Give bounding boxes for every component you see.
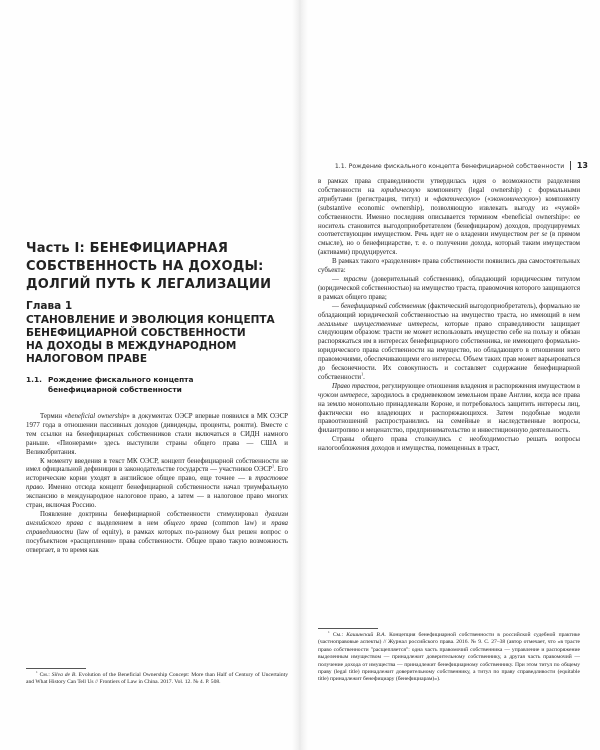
section-title	[26, 375, 288, 395]
footnote-ref[interactable]: 1	[271, 464, 275, 470]
footnote: $^1$ См.: Кашинский В.А. Концепция бенефициарной собственности в российской судебной практике (частноправовые аспекты) // Журнал российского права. 2016. № 9. С. 27–38 (автор отмечает, что «в трасте право собственности "расщепляется": одна часть правомочий собственника — управление и распоряжение выделенным имуществом — принадлежит доверительному собственнику, а другая часть правомочий — получение дохода от имущества — принадлежит бенефициарному собственнику. При этом титул по общему праву (legal title) принадлежит доверительному собственнику, а титул по праву справедливости (equitable title) принадлежит бенефициару (бенефициарам)»).	[318, 630, 580, 683]
running-head	[326, 161, 588, 171]
running-head-divider	[570, 161, 571, 170]
section-title-line: бенефициарной собственности	[48, 385, 182, 394]
paragraph: Появление доктрины бенефициарной собственности стимулировал дуализм английского права с выделением в нем общего права (common law) и права справедливости (law of equity), в рамках которых по-разному был решен вопрос о посубъектном «расщеплении» права собственности. Общее право такую возможность отвергает, в то время как	[26, 510, 288, 554]
paragraph: Страны общего права столкнулись с необходимостью решать вопросы налогообложения доходов и имущества, помещенных в траст,	[318, 436, 580, 453]
footnote-rule	[318, 628, 378, 629]
list-item: — бенефициарный собственник (фактический выгодоприобретатель), формально не обладающий юридической собственностью на имущество траста, но имеющий в нем легальные имущественные интересы, которые право справедливости защищает следующим образом: трасти не может использовать имущество себе на пользу и обязан распоряжаться им в интересах бенефициарного собственника, не имеющего формально-юридического права собственности на имущество, но обладающего в отношении него правомочиями, обеспечивающими его интересы. Объем таких прав может варьироваться до бесконечности. Их совокупность и составляет содержание бенефициарной собственности$^1$.	[318, 302, 580, 381]
chapter-title	[26, 314, 288, 366]
right-body-text	[318, 178, 580, 454]
footnote: $^1$ См.: Silva de B. Evolution of the Beneficial Ownership Concept: More than Half of Century of Uncertainty and What History Can Tell Us // Frontiers of Law in China. 2017. Vol. 12. № 4. P. 508.	[26, 670, 288, 686]
footnote-rule	[26, 668, 86, 669]
chapter-title-line: СТАНОВЛЕНИЕ И ЭВОЛЮЦИЯ КОНЦЕПТА	[26, 314, 275, 326]
list-item: — трасти (доверительный собственник), обладающий юридическим титулом (юридической собственностью) на имущество траста, правомочия которого защищаются в рамках общего права;	[318, 275, 580, 301]
part-title-line: Часть I: БЕНЕФИЦИАРНАЯ	[26, 241, 229, 256]
paragraph: в рамках права справедливости утвердилась идея о возможности разделения собственности на юридическую компоненту (legal ownership) с формальными атрибутами (регистрация, титул) и «фактическую» («экономическую») компоненту (substantive economic ownership), позволяющую извлекать выгоду из «чужой» собственности. Именно последняя описывается термином «beneficial ownership»: ее носитель становится выгодоприобретателем (бенефициаром) доходов, продуцируемых соответствующим имуществом. Речь идет не о владении имуществом per se (в прямом смысле), но о бенефициарстве, т. е. о получении дохода, который таким имуществом (активами) продуцируется.	[318, 178, 581, 257]
part-title-line: ДОЛГИЙ ПУТЬ К ЛЕГАЛИЗАЦИИ	[26, 277, 272, 292]
chapter-title-line: НА ДОХОДЫ В МЕЖДУНАРОДНОМ	[26, 340, 237, 352]
page-number: 13	[576, 161, 588, 170]
paragraph: В рамках такого «разделения» права собственности появились два самостоятельных субъекта:	[318, 258, 581, 275]
footnote-ref[interactable]: 1	[361, 371, 364, 377]
footnote-number: 1	[328, 630, 330, 635]
left-body-text	[26, 413, 288, 556]
footnote-number: 1	[36, 670, 38, 675]
paragraph: Термин «beneficial ownership» в документах ОЭСР впервые появился в МК ОЭСР 1977 года в отношении пассивных доходов (дивиденды, проценты, роялти). Вместе с тем ссылки на бенефициарных собственников стали включаться в СИДН намного раньше. «Пионерами» здесь выступили страны общего права — США и Великобритания.	[26, 413, 288, 456]
footnote-author: Кашинский В.А.	[346, 632, 386, 638]
running-head-title: 1.1. Рождение фискального концепта бенефициарной собственности	[334, 163, 565, 170]
chapter-number: Глава 1	[26, 300, 73, 312]
chapter-title-line: БЕНЕФИЦИАРНОЙ СОБСТВЕННОСТИ	[26, 327, 246, 339]
part-title	[26, 240, 288, 294]
section-number: 1.1.	[26, 375, 42, 384]
section-title-line: Рождение фискального концепта	[48, 375, 194, 384]
paragraph: Право трастов, регулирующее отношения владения и распоряжения имуществом в чужом интересе, зародилось в средневековом земельном праве Англии, когда все права на землю монопольно принадлежали Короне, и потребовалось защитить интересы лиц, фактически ею владеющих и распоряжающихся. Затем подобные модели правоотношений распространились на семейные и наследственные вопросы, филантропию и меценатство, предпринимательство и инвестиционную деятельность.	[318, 382, 580, 435]
footnote-author: Silva de B.	[51, 672, 77, 678]
paragraph: К моменту введения в текст МК ОЭСР, концепт бенефициарной собственности не имел официальной дефиниции в законодательстве государств — участников ОЭСР$^1$. Его исторические корни уходят в английское общее право, еще точнее — в трастовое право. Именно отсюда концепт бенефициарной собственности начал триумфальную экспансию в международное налоговое право, а затем — в налоговое право многих стран, включая Россию.	[26, 457, 288, 510]
chapter-title-line: НАЛОГОВОМ ПРАВЕ	[26, 353, 147, 365]
part-title-line: СОБСТВЕННОСТЬ НА ДОХОДЫ:	[26, 259, 264, 274]
